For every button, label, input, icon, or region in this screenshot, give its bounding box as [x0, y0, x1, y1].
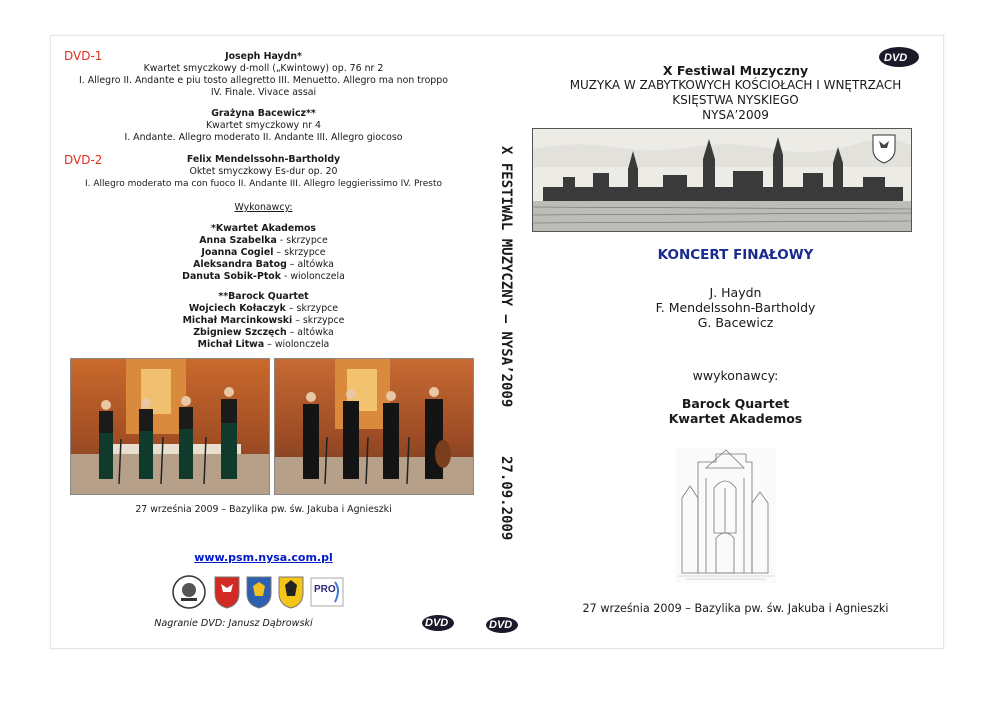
front-performer-list [528, 396, 943, 426]
haydn-block [51, 51, 476, 99]
front-title-block [528, 63, 943, 123]
bacewicz-work: Kwartet smyczkowy nr 4 [206, 120, 321, 131]
haydn-movements-2: IV. Finale. Vivace assai [210, 87, 317, 98]
festival-subtitle-2: KSIĘSTWA NYSKIEGO [672, 93, 799, 107]
svg-text:DVD: DVD [425, 617, 449, 629]
svg-text:PRO: PRO [314, 584, 336, 595]
dvd-cover-sheet [50, 35, 944, 649]
photo-barock-quartet [274, 358, 474, 495]
bacewicz-movements: I. Andante. Allegro moderato II. Andante III. Allegro giocoso [124, 132, 403, 143]
spine-title: X FESTIWAL MUZYCZNY – NYSA’2009 [498, 146, 514, 408]
group1-name: *Kwartet Akademos [210, 223, 317, 234]
dvd1-label: DVD-1 [64, 49, 103, 63]
mendelssohn-composer: Felix Mendelssohn-Bartholdy [186, 154, 341, 165]
festival-subtitle-1: MUZYKA W ZABYTKOWYCH KOŚCIOŁACH I WNĘTRZACH [569, 78, 902, 92]
school-emblem-icon [173, 576, 205, 608]
group1-member: Aleksandra Batog – altówka [193, 259, 334, 270]
basilica-drawing [676, 448, 776, 583]
front-performers-heading: wwykonawcy: [692, 368, 779, 383]
spine-dvd-logo-icon [485, 616, 519, 634]
website-wrap [51, 546, 476, 565]
group2-member: Michał Litwa – wiolonczela [197, 339, 330, 350]
mendelssohn-block [51, 154, 476, 190]
svg-text:DVD: DVD [489, 619, 513, 631]
group2-block [51, 291, 476, 351]
back-cover [51, 36, 476, 648]
bacewicz-composer: Grażyna Bacewicz** [211, 108, 316, 119]
performer-item: Kwartet Akademos [668, 411, 803, 426]
recording-credit: Nagranie DVD: Janusz Dąbrowski [154, 618, 313, 629]
festival-year: NYSA’2009 [702, 108, 769, 122]
composer-list [528, 285, 943, 330]
svg-text:DVD: DVD [884, 52, 908, 64]
coat-of-arms-icon [215, 577, 239, 608]
pro-logo-icon [311, 578, 343, 606]
group2-member: Michał Marcinkowski – skrzypce [182, 315, 345, 326]
eagle-crest-icon [247, 577, 271, 608]
spine-text [476, 36, 528, 648]
bacewicz-block [51, 108, 476, 144]
front-date-place: 27 września 2009 – Bazylika pw. św. Jakuba i Agnieszki [582, 602, 889, 615]
composer-item: J. Haydn [709, 285, 762, 300]
dvd-logo-icon [421, 614, 455, 632]
group1-member: Danuta Sobik-Ptok - wiolonczela [182, 271, 345, 282]
city-engraving [532, 128, 912, 232]
haydn-movements-1: I. Allegro II. Andante e piu tosto allegretto III. Menuetto. Allegro ma non troppo [79, 75, 448, 86]
festival-title: X Festiwal Muzyczny [662, 63, 809, 78]
mendelssohn-movements: I. Allegro moderato ma con fuoco II. Andante III. Allegro leggierissimo IV. Presto [85, 179, 442, 189]
mendelssohn-work: Oktet smyczkowy Es-dur op. 20 [189, 166, 338, 177]
front-cover [528, 36, 943, 648]
group1-block [51, 223, 476, 283]
performer-item: Barock Quartet [681, 396, 790, 411]
back-date-place: 27 września 2009 – Bazylika pw. św. Jakuba i Agnieszki [135, 504, 392, 515]
group1-member: Joanna Cogiel – skrzypce [201, 247, 326, 258]
group2-member: Wojciech Kołaczyk – skrzypce [188, 303, 339, 314]
composer-item: F. Mendelssohn-Bartholdy [655, 300, 816, 315]
group2-name: **Barock Quartet [218, 291, 309, 302]
group1-member: Anna Szabelka - skrzypce [199, 235, 328, 246]
spine [476, 36, 528, 648]
silesia-crest-icon [279, 577, 303, 608]
group2-member: Zbigniew Szczęch – altówka [193, 327, 334, 338]
website-link[interactable]: www.psm.nysa.com.pl [194, 551, 333, 564]
sponsor-logos [171, 574, 371, 610]
concert-title: KONCERT FINAŁOWY [657, 247, 814, 263]
spine-date: 27.09.2009 [498, 456, 514, 541]
engraving-crest-icon [873, 135, 895, 163]
haydn-work: Kwartet smyczkowy d-moll („Kwintowy) op. 76 nr 2 [143, 63, 384, 74]
photo-kwartet-akademos [70, 358, 270, 495]
dvd2-label: DVD-2 [64, 153, 103, 167]
performers-heading: Wykonawcy: [234, 202, 293, 213]
haydn-composer: Joseph Haydn* [225, 51, 302, 62]
composer-item: G. Bacewicz [697, 315, 774, 330]
